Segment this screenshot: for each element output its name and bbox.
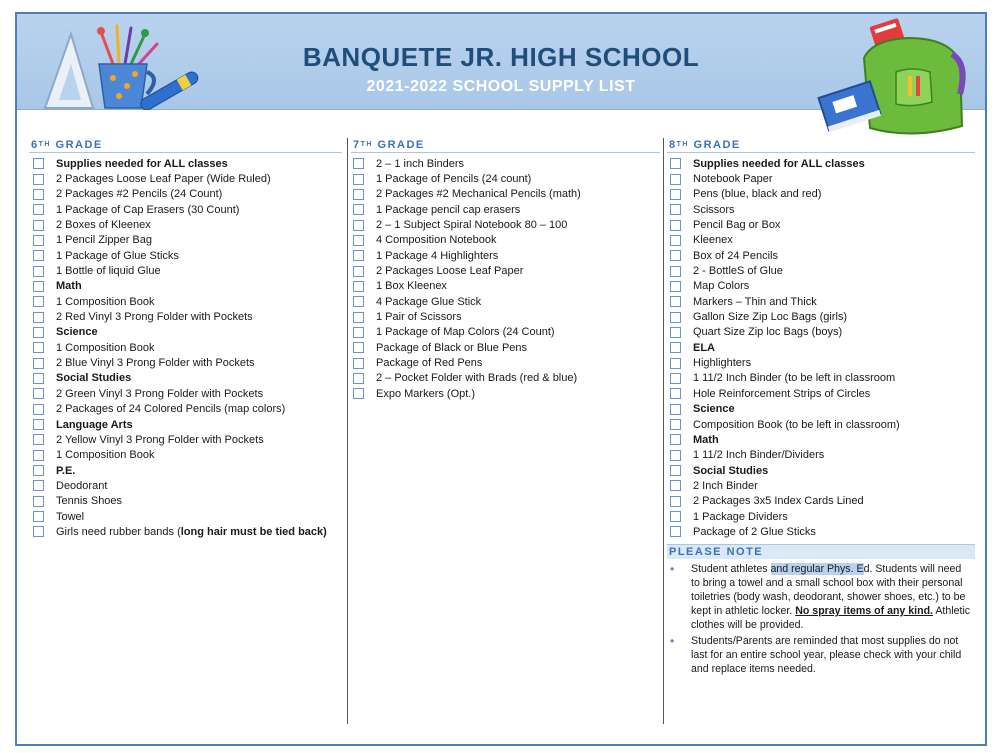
item-label: 2 Boxes of Kleenex [56,219,151,232]
item-label: 2 – 1 inch Binders [376,157,465,170]
backpack-illustration [812,18,972,138]
item-label: Social Studies [693,464,769,477]
list-item [348,386,660,401]
checkbox[interactable] [33,358,44,369]
checkbox[interactable] [670,450,681,461]
checkbox[interactable] [670,158,681,169]
checkbox[interactable] [670,174,681,185]
list-item [29,494,342,509]
checkbox[interactable] [670,404,681,415]
checkbox[interactable] [33,496,44,507]
list-item [664,187,975,202]
list-item [29,202,342,217]
checkbox[interactable] [670,281,681,292]
checkbox[interactable] [33,434,44,445]
item-label: Girls need rubber bands (long hair must be tied back) [56,525,327,538]
item-label: Package of 2 Glue Sticks [693,525,816,538]
checkbox[interactable] [353,266,364,277]
checkbox[interactable] [670,465,681,476]
checkbox[interactable] [670,342,681,353]
section-heading [664,340,975,355]
list-item [348,187,660,202]
item-label: 1 Composition Book [56,341,155,354]
list-item [664,279,975,294]
item-label: Science [693,403,735,416]
section-heading [29,156,342,171]
item-label: 2 - BottleS of Glue [693,265,783,278]
checkbox[interactable] [353,189,364,200]
item-label: Math [693,433,719,446]
list-item [348,233,660,248]
item-label: 2 Packages #2 Mechanical Pencils (math) [376,188,581,201]
list-item [29,171,342,186]
item-label: Quart Size Zip loc Bags (boys) [693,326,843,339]
checkbox[interactable] [670,204,681,215]
item-label: Package of Black or Blue Pens [376,341,528,354]
list-item [29,309,342,324]
item-label: 1 Composition Book [56,295,155,308]
item-label: Pencil Bag or Box [693,219,781,232]
item-label: 1 Pair of Scissors [376,311,462,324]
item-label: Math [56,280,82,293]
bullet-icon: • [670,633,675,648]
item-label: 1 11/2 Inch Binder (to be left in classroom [693,372,896,385]
section-heading [29,279,342,294]
list-item [29,432,342,447]
list-item [29,263,342,278]
checkbox[interactable] [33,174,44,185]
grade-8-heading: 8TH GRADE [667,138,975,153]
list-item [29,233,342,248]
page-frame [15,12,987,746]
grade-7-column [347,138,660,724]
list-item [664,494,975,509]
school-title: BANQUETE JR. HIGH SCHOOL [302,42,700,72]
checkbox[interactable] [353,296,364,307]
list-item [664,355,975,370]
list-item [348,309,660,324]
item-label: Kleenex [693,234,733,247]
list-item [348,156,660,171]
checkbox[interactable] [670,373,681,384]
checkbox[interactable] [33,250,44,261]
list-item [29,402,342,417]
checkbox[interactable] [33,342,44,353]
item-label: Hole Reinforcement Strips of Circles [693,387,871,400]
item-label: 4 Composition Notebook [376,234,497,247]
checkbox[interactable] [33,189,44,200]
checkbox[interactable] [33,480,44,491]
list-item [29,294,342,309]
checkbox[interactable] [353,204,364,215]
list-item [664,233,975,248]
section-heading [664,432,975,447]
item-label: 2 Packages #2 Pencils (24 Count) [56,188,223,201]
checkbox[interactable] [670,388,681,399]
checkbox[interactable] [33,450,44,461]
item-label: 1 11/2 Inch Binder/Dividers [693,449,825,462]
checkbox[interactable] [670,296,681,307]
item-label: Scissors [693,203,735,216]
item-label: Deodorant [56,479,108,492]
checkbox[interactable] [670,511,681,522]
list-item [348,248,660,263]
list-item [348,294,660,309]
item-label: 2 – 1 Subject Spiral Notebook 80 – 100 [376,219,568,232]
checkbox[interactable] [670,434,681,445]
checkbox[interactable] [670,480,681,491]
checkbox[interactable] [353,342,364,353]
checkbox[interactable] [33,419,44,430]
item-label: 1 Package of Map Colors (24 Count) [376,326,555,339]
checkbox[interactable] [353,388,364,399]
item-label: Science [56,326,98,339]
checkbox[interactable] [670,327,681,338]
list-item [348,279,660,294]
checkbox[interactable] [33,158,44,169]
bullet-icon: • [670,561,675,576]
checkbox[interactable] [33,511,44,522]
item-label: Map Colors [693,280,750,293]
list-item [348,263,660,278]
checkbox[interactable] [353,312,364,323]
list-item [29,248,342,263]
item-label: Tennis Shoes [56,495,123,508]
item-label: 1 Package Dividers [693,510,788,523]
list-item [29,478,342,493]
list-item [348,202,660,217]
checkbox[interactable] [33,204,44,215]
item-label: Box of 24 Pencils [693,249,778,262]
list-item [664,325,975,340]
item-label: Supplies needed for ALL classes [56,157,228,170]
please-note-box [667,544,975,677]
item-label: 4 Package Glue Stick [376,295,482,308]
please-note-heading: PLEASE NOTE [667,544,975,559]
item-label: Language Arts [56,418,133,431]
item-label: 1 Package of Cap Erasers (30 Count) [56,203,240,216]
item-label: Composition Book (to be left in classroom) [693,418,900,431]
list-item [29,187,342,202]
item-label: 2 Yellow Vinyl 3 Prong Folder with Pockets [56,433,264,446]
item-label: 2 Packages Loose Leaf Paper (Wide Ruled) [56,173,271,186]
list-item [664,263,975,278]
list-item [664,294,975,309]
list-item [29,524,342,539]
checkbox[interactable] [33,296,44,307]
supply-list-subtitle: 2021-2022 SCHOOL SUPPLY LIST [366,78,636,95]
item-label: 1 Pencil Zipper Bag [56,234,152,247]
item-label: 2 Green Vinyl 3 Prong Folder with Pockets [56,387,264,400]
item-label: P.E. [56,464,76,477]
item-label: Supplies needed for ALL classes [693,157,865,170]
item-label: 2 Inch Binder [693,479,758,492]
grade-7-list [348,156,660,402]
list-item [348,355,660,370]
checkbox[interactable] [33,404,44,415]
grade-8-list [664,156,975,540]
list-item [664,524,975,539]
checkbox[interactable] [33,220,44,231]
checkbox[interactable] [33,388,44,399]
list-item [664,217,975,232]
list-item [348,371,660,386]
list-item [29,217,342,232]
list-item [348,171,660,186]
section-heading [29,325,342,340]
section-heading [664,463,975,478]
checkbox[interactable] [353,327,364,338]
item-label: 1 Package of Glue Sticks [56,249,179,262]
item-label: 2 Packages 3x5 Index Cards Lined [693,495,864,508]
checkbox[interactable] [33,373,44,384]
item-label: 2 – Pocket Folder with Brads (red & blue) [376,372,578,385]
item-label: 2 Packages of 24 Colored Pencils (map colors) [56,403,286,416]
grade-6-column [29,138,342,724]
list-item [664,509,975,524]
item-label: 1 Package 4 Highlighters [376,249,499,262]
item-label: ELA [693,341,715,354]
item-label: Pens (blue, black and red) [693,188,822,201]
item-label: Expo Markers (Opt.) [376,387,476,400]
checkbox[interactable] [353,358,364,369]
checkbox[interactable] [353,373,364,384]
item-label: Highlighters [693,357,752,370]
checkbox[interactable] [353,220,364,231]
checkbox[interactable] [353,281,364,292]
list-item [664,309,975,324]
list-item [29,340,342,355]
item-label: 1 Package of Pencils (24 count) [376,173,532,186]
list-item [29,509,342,524]
list-item [664,171,975,186]
checkbox[interactable] [670,419,681,430]
list-item [29,386,342,401]
checkbox[interactable] [353,174,364,185]
list-item [664,202,975,217]
checkbox[interactable] [33,312,44,323]
note-item-reminder: • Students/Parents are reminded that most supplies do not last for an entire school year, please check with your child and replace items needed. [670,633,962,676]
list-item [664,248,975,263]
checkbox[interactable] [670,189,681,200]
list-item [29,448,342,463]
item-label: 1 Composition Book [56,449,155,462]
item-label: Social Studies [56,372,132,385]
checkbox[interactable] [33,465,44,476]
item-label: Markers – Thin and Thick [693,295,817,308]
list-item [348,325,660,340]
item-label: 2 Red Vinyl 3 Prong Folder with Pockets [56,311,253,324]
item-label: 2 Blue Vinyl 3 Prong Folder with Pockets [56,357,255,370]
checkbox[interactable] [670,220,681,231]
checkbox[interactable] [670,235,681,246]
section-heading [29,371,342,386]
grade-7-heading: 7TH GRADE [351,138,660,153]
header-banner [17,14,985,110]
checkbox[interactable] [353,158,364,169]
note-list [667,562,975,677]
list-item [664,478,975,493]
item-label: Towel [56,510,85,523]
list-item [664,371,975,386]
item-label: 1 Bottle of liquid Glue [56,265,161,278]
section-heading [664,402,975,417]
checkbox[interactable] [670,358,681,369]
grade-6-list [29,156,342,524]
item-label: 1 Box Kleenex [376,280,447,293]
item-label: 2 Packages Loose Leaf Paper [376,265,524,278]
list-item [348,340,660,355]
checkbox[interactable] [353,235,364,246]
highlighted-text: and regular Phys. E [770,562,864,575]
section-heading [29,417,342,432]
note-item-athletes: • Student athletes and regular Phys. Ed. Students will need to bring a towel and a small school box with their personal toiletries (body wash, deodorant, shower shoes, etc.) to be kept in athletic locker. No spray items of any kind. Athletic clothes will be provided. [670,561,971,632]
list-item [664,386,975,401]
item-label: Package of Red Pens [376,357,483,370]
checkbox[interactable] [670,496,681,507]
checkbox[interactable] [33,526,44,537]
checkbox[interactable] [33,281,44,292]
checkbox[interactable] [353,250,364,261]
checkbox[interactable] [670,312,681,323]
list-item [664,448,975,463]
checkbox[interactable] [670,266,681,277]
grade-6-heading: 6TH GRADE [29,138,342,153]
list-item [664,417,975,432]
grade-8-column [663,138,975,724]
item-label: Notebook Paper [693,173,773,186]
section-heading [664,156,975,171]
item-label: 1 Package pencil cap erasers [376,203,521,216]
list-item [348,217,660,232]
list-item [29,355,342,370]
checkbox[interactable] [33,327,44,338]
checkbox[interactable] [670,526,681,537]
checkbox[interactable] [33,266,44,277]
section-heading [29,463,342,478]
checkbox[interactable] [670,250,681,261]
checkbox[interactable] [33,235,44,246]
item-label: Gallon Size Zip Loc Bags (girls) [693,311,848,324]
